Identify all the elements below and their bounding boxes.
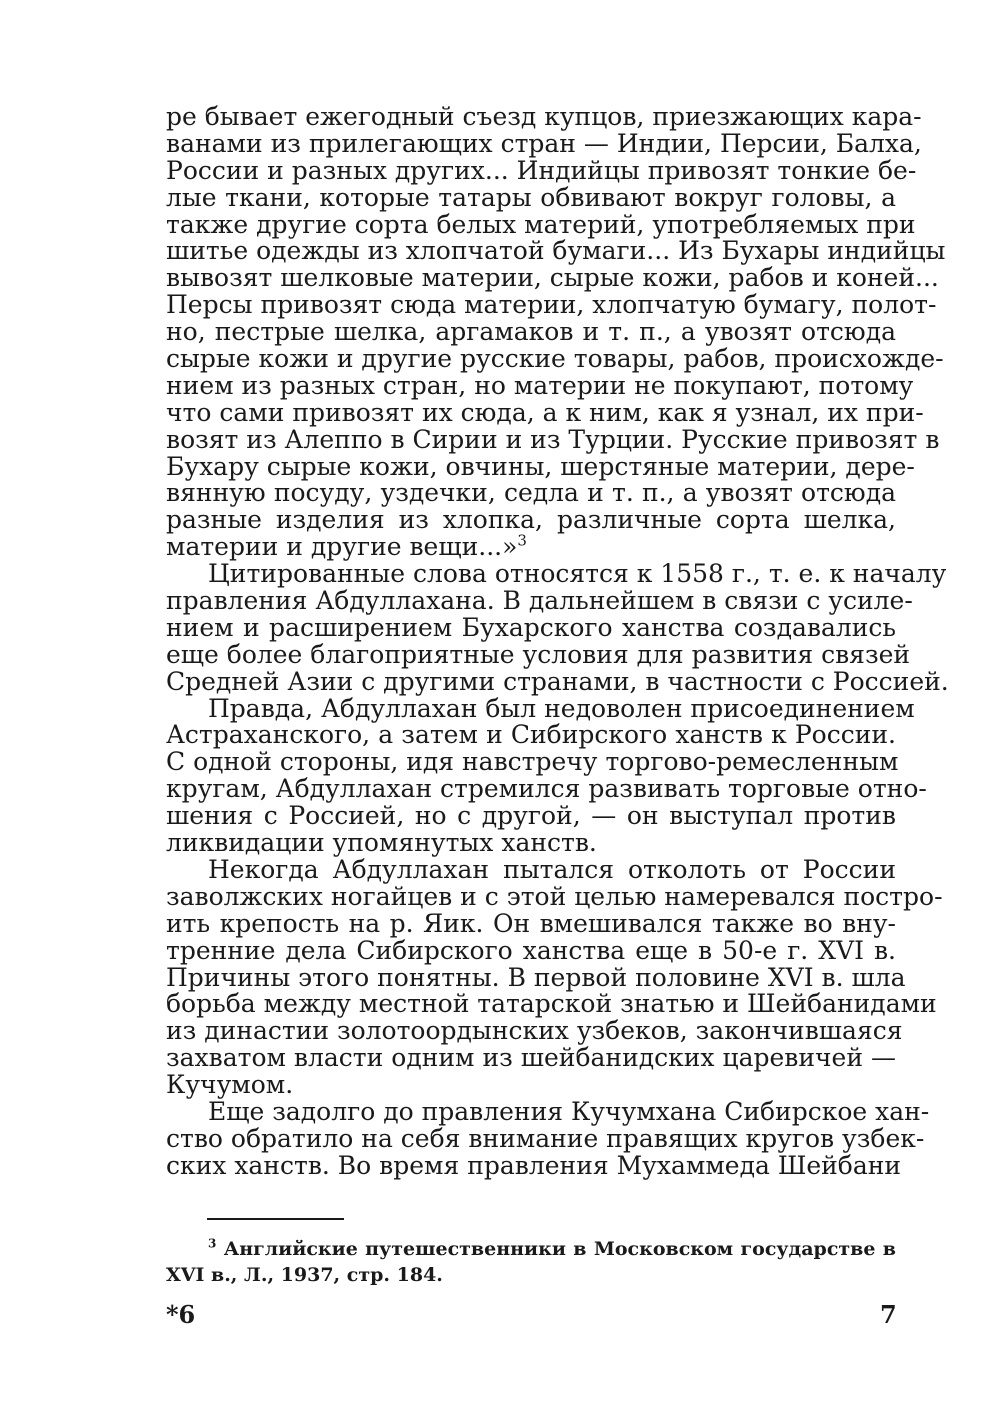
- text-line: [166, 397, 924, 427]
- text-line-content: шитье одежды из хлопчатой бумаги... Из Бухары индийцы: [166, 236, 946, 266]
- text-line-content: Некогда Абдуллахан пытался отколоть от России: [208, 854, 896, 884]
- text-line: [166, 774, 927, 804]
- text-line-content: из династии золотоордынских узбеков, закончившаяся: [166, 1016, 903, 1046]
- text-line: [166, 747, 899, 777]
- text-line-content: заволжских ногайцев и с этой целью намеревался постро-: [166, 881, 943, 911]
- text-line-content: сырые кожи и другие русские товары, рабов, происхожде-: [166, 344, 944, 374]
- footnote-line: [166, 1236, 896, 1262]
- text-line: [166, 854, 896, 884]
- text-line-content: ре бывает ежегодный съезд купцов, приезжающих кара-: [166, 102, 922, 131]
- text-line-content: возят из Алеппо в Сирии и из Турции. Русские привозят в: [166, 424, 940, 454]
- text-line: [166, 451, 915, 481]
- text-line-content: ство обратило на себя внимание правящих кругов узбек-: [166, 1123, 925, 1153]
- text-line: [166, 128, 922, 158]
- text-line: [166, 586, 913, 616]
- text-line: [166, 935, 896, 965]
- text-line-content: лые ткани, которые татары обвивают вокруг головы, а: [166, 182, 896, 212]
- text-line-content: также другие сорта белых материй, употребляемых при: [166, 209, 916, 239]
- text-line: [166, 722, 896, 749]
- text-line: [166, 155, 917, 185]
- text-line: [166, 290, 937, 320]
- text-line: [166, 639, 911, 669]
- text-line-content: правления Абдуллахана. В дальнейшем в связи с усиле-: [166, 586, 913, 616]
- text-line: [166, 830, 896, 857]
- text-line: [166, 370, 914, 400]
- text-line-content: России и разных других... Индийцы привозят тонкие бе-: [166, 155, 917, 185]
- footnote-divider: [207, 1218, 344, 1220]
- body-text: [166, 102, 949, 1180]
- text-line-content: ликвидации упомянутых ханств.: [166, 828, 597, 858]
- text-line: [166, 263, 939, 293]
- text-line-content: борьба между местной татарской знатью и Шейбанидами: [166, 989, 937, 1019]
- text-line-content: тренние дела Сибирского ханства еще в 50-е г. XVI в.: [166, 935, 896, 965]
- footnote-reference: 3: [517, 531, 527, 550]
- text-line: [166, 881, 943, 911]
- text-line-content: ских ханств. Во время правления Мухаммеда Шейбани: [166, 1150, 902, 1180]
- text-line-content: Персы привозят сюда материи, хлопчатую бумагу, полот-: [166, 290, 937, 320]
- text-line-content: кругам, Абдуллахан стремился развивать торговые отно-: [166, 774, 927, 804]
- text-line-content: но, пестрые шелка, аргамаков и т. п., а увозят отсюда: [166, 317, 896, 347]
- text-line: [166, 1045, 896, 1072]
- text-line: [166, 531, 896, 562]
- text-line-content: Средней Азии с другими странами, в частности с Россией.: [166, 666, 949, 696]
- text-line-content: шения с Россией, но с другой, — он выступал против: [166, 801, 896, 831]
- text-line-content: нием из разных стран, но материи не покупают, потому: [166, 370, 914, 400]
- text-line: [166, 1123, 925, 1153]
- text-line-content: нием и расширением Бухарского ханства создавались: [166, 612, 896, 642]
- text-line-content: Бухару сырые кожи, овчины, шерстяные материи, дере-: [166, 451, 915, 481]
- text-line: [166, 102, 922, 131]
- text-line-content: ванами из прилегающих стран — Индии, Персии, Балха,: [166, 128, 922, 158]
- text-line-content: что сами привозят их сюда, а к ним, как я узнал, их при-: [166, 397, 924, 427]
- text-line: [166, 182, 896, 212]
- footnote-text: Английские путешественники в Московском государстве в: [223, 1238, 896, 1260]
- text-line: [166, 1072, 896, 1099]
- text-line: [166, 480, 896, 507]
- text-line: [166, 236, 946, 266]
- text-line-content: еще более благоприятные условия для развития связей: [166, 639, 911, 669]
- text-line-content: Цитированные слова относятся к 1558 г., т. е. к началу: [208, 559, 947, 589]
- text-line-content: Астраханского, а затем и Сибирского ханств к России.: [166, 720, 896, 750]
- text-line-content: вывозят шелковые материи, сырые кожи, рабов и коней...: [166, 263, 939, 293]
- text-line: [166, 424, 940, 454]
- text-line: [166, 344, 944, 374]
- text-line-content: Причины этого понятны. В первой половине XVI в. шла: [166, 962, 906, 992]
- text-line: [166, 908, 896, 938]
- text-line-content: Еще задолго до правления Кучумхана Сибирское хан-: [208, 1096, 930, 1126]
- footnote-line: XVI в., Л., 1937, стр. 184.: [166, 1264, 443, 1286]
- text-line: [166, 612, 896, 642]
- signature-mark: *6: [166, 1300, 196, 1329]
- page-number: 7: [880, 1300, 897, 1329]
- text-line-content: ить крепость на р. Яик. Он вмешивался также во вну-: [166, 908, 896, 938]
- text-line-content: разные изделия из хлопка, различные сорта шелка,: [166, 505, 896, 535]
- text-line: [166, 989, 937, 1019]
- text-line-content: Правда, Абдуллахан был недоволен присоединением: [208, 693, 915, 723]
- text-line: [166, 693, 915, 723]
- text-line-content: Кучумом.: [166, 1070, 294, 1100]
- text-line-content: захватом власти одним из шейбанидских царевичей —: [166, 1043, 896, 1073]
- text-line-content: вянную посуду, уздечки, седла и т. п., а увозят отсюда: [166, 478, 896, 508]
- footnote: [166, 1236, 896, 1288]
- text-line: [166, 1016, 903, 1046]
- text-line: [166, 209, 916, 239]
- text-line: [166, 962, 906, 992]
- text-line: [166, 559, 947, 589]
- text-line: [166, 319, 896, 346]
- text-line: [166, 507, 896, 534]
- text-line-content: С одной стороны, идя навстречу торгово-ремесленным: [166, 747, 899, 777]
- footnote-marker: 3: [208, 1236, 217, 1251]
- text-line: [166, 803, 896, 830]
- text-line: [166, 1150, 902, 1180]
- text-line-content: материи и другие вещи...»: [166, 532, 518, 562]
- text-line: [166, 666, 949, 696]
- text-line: [166, 1096, 930, 1126]
